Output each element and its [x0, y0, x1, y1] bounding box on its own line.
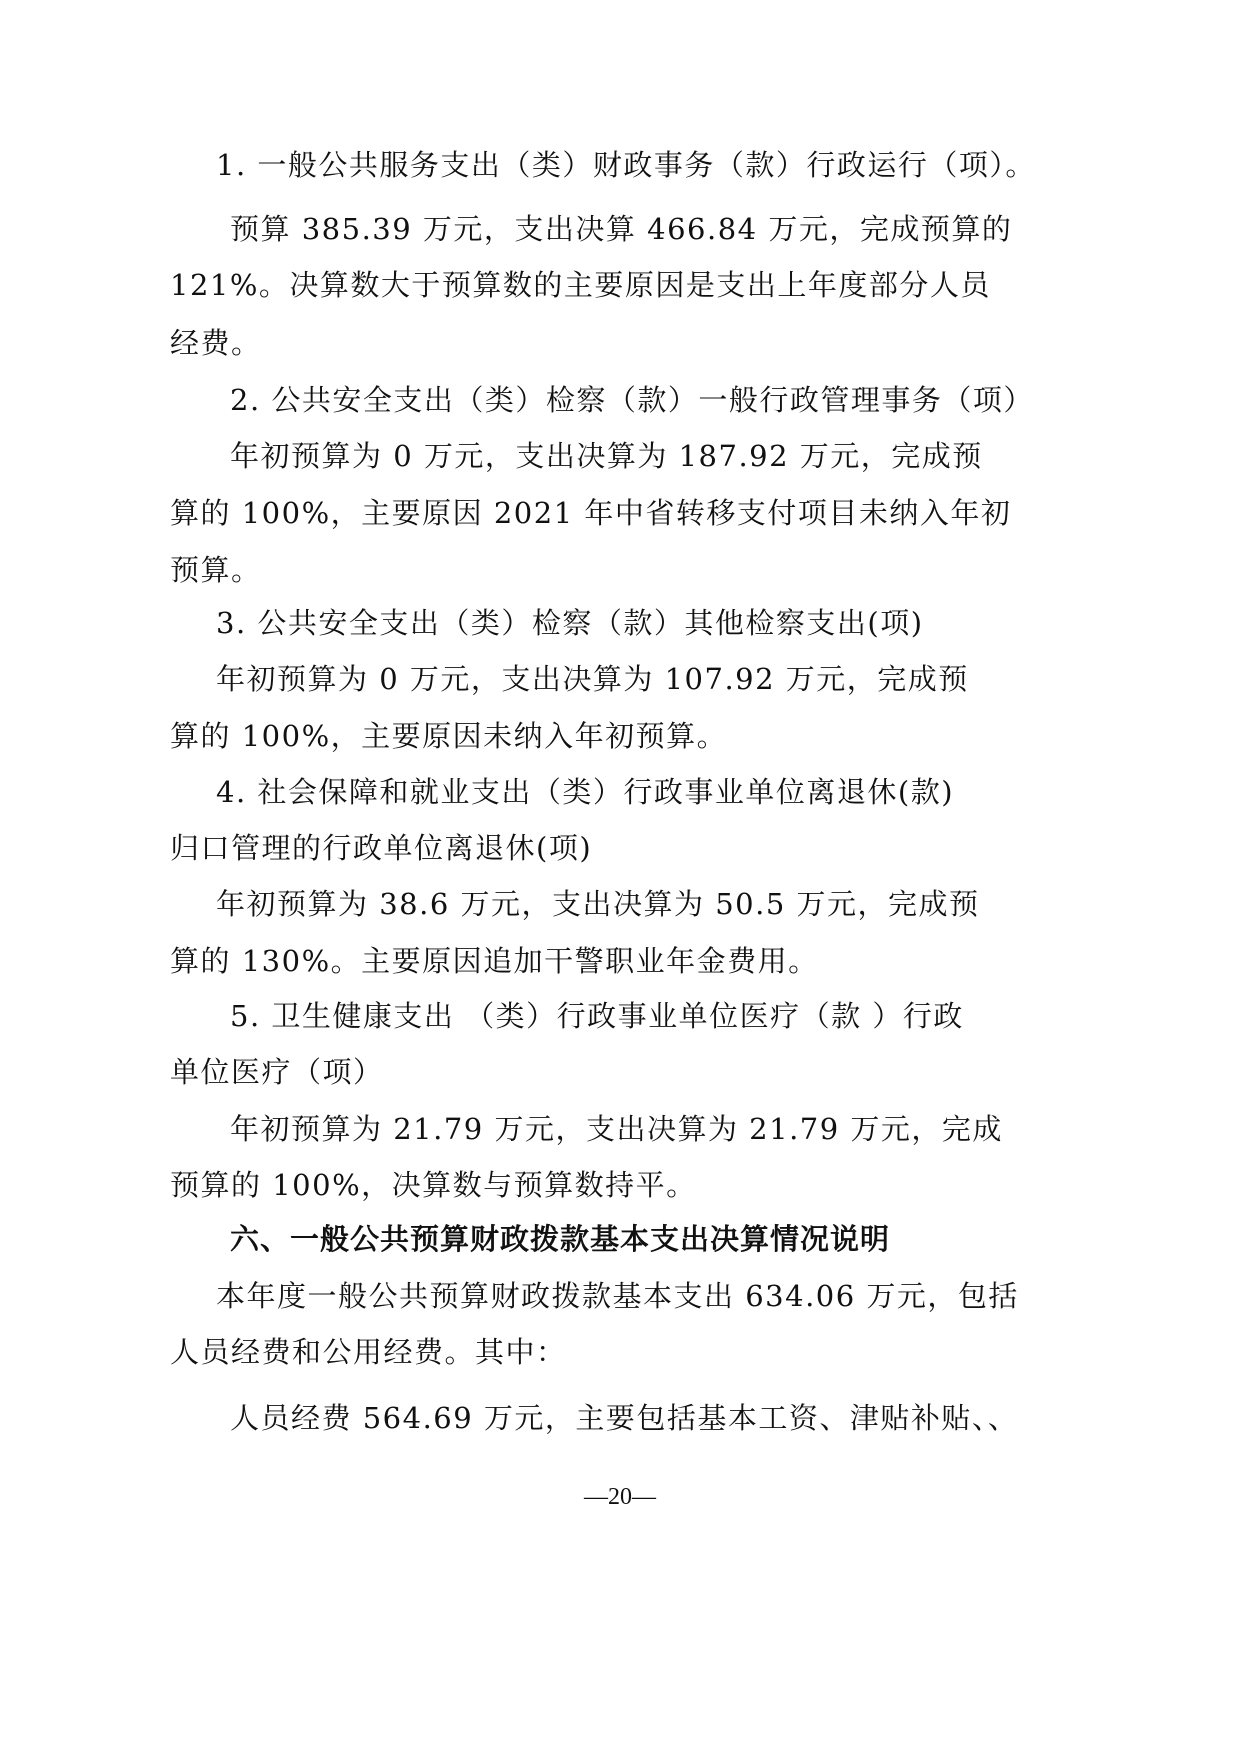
- item-5-title: 5. 卫生健康支出 （类）行政事业单位医疗（款 ）行政: [230, 999, 964, 1033]
- section-6-heading: 六、一般公共预算财政拨款基本支出决算情况说明: [230, 1222, 891, 1256]
- item-3-body-line-1: 年初预算为 0 万元，支出决算为 107.92 万元，完成预: [216, 662, 969, 696]
- item-1-body-line-2: 121%。决算数大于预算数的主要原因是支出上年度部分人员: [170, 268, 991, 302]
- item-5-body-line-2: 预算的 100%，决算数与预算数持平。: [170, 1168, 697, 1202]
- item-4-body-line-2: 算的 130%。主要原因追加干警职业年金费用。: [170, 944, 819, 978]
- section-6-para-1-line-1: 本年度一般公共预算财政拨款基本支出 634.06 万元，包括: [216, 1279, 1019, 1313]
- section-6-para-2-line-1: 人员经费 564.69 万元，主要包括基本工资、津贴补贴、、: [230, 1401, 1019, 1435]
- item-1-title: 1. 一般公共服务支出（类）财政事务（款）行政运行（项）。: [216, 148, 1036, 182]
- item-2-body-line-2: 算的 100%，主要原因 2021 年中省转移支付项目未纳入年初: [170, 496, 1012, 530]
- item-3-body-line-2: 算的 100%，主要原因未纳入年初预算。: [170, 719, 728, 753]
- item-1-body-line-1: 预算 385.39 万元，支出决算 466.84 万元，完成预算的: [230, 212, 1013, 246]
- item-1-body-line-3: 经费。: [170, 326, 262, 360]
- page-number: —20—: [584, 1484, 656, 1510]
- item-4-title-line-2: 归口管理的行政单位离退休(项): [170, 831, 593, 865]
- item-5-body-line-1: 年初预算为 21.79 万元，支出决算为 21.79 万元，完成: [230, 1112, 1003, 1146]
- item-4-body-line-1: 年初预算为 38.6 万元，支出决算为 50.5 万元，完成预: [216, 887, 980, 921]
- item-3-title: 3. 公共安全支出（类）检察（款）其他检察支出(项): [216, 606, 924, 640]
- item-2-body-line-3: 预算。: [170, 553, 262, 587]
- item-4-title: 4. 社会保障和就业支出（类）行政事业单位离退休(款): [216, 775, 955, 809]
- section-6-para-1-line-2: 人员经费和公用经费。其中：: [170, 1335, 567, 1369]
- item-2-title: 2. 公共安全支出（类）检察（款）一般行政管理事务（项）: [230, 383, 1034, 417]
- item-5-title-line-2: 单位医疗（项）: [170, 1055, 384, 1089]
- item-2-body-line-1: 年初预算为 0 万元，支出决算为 187.92 万元，完成预: [230, 439, 983, 473]
